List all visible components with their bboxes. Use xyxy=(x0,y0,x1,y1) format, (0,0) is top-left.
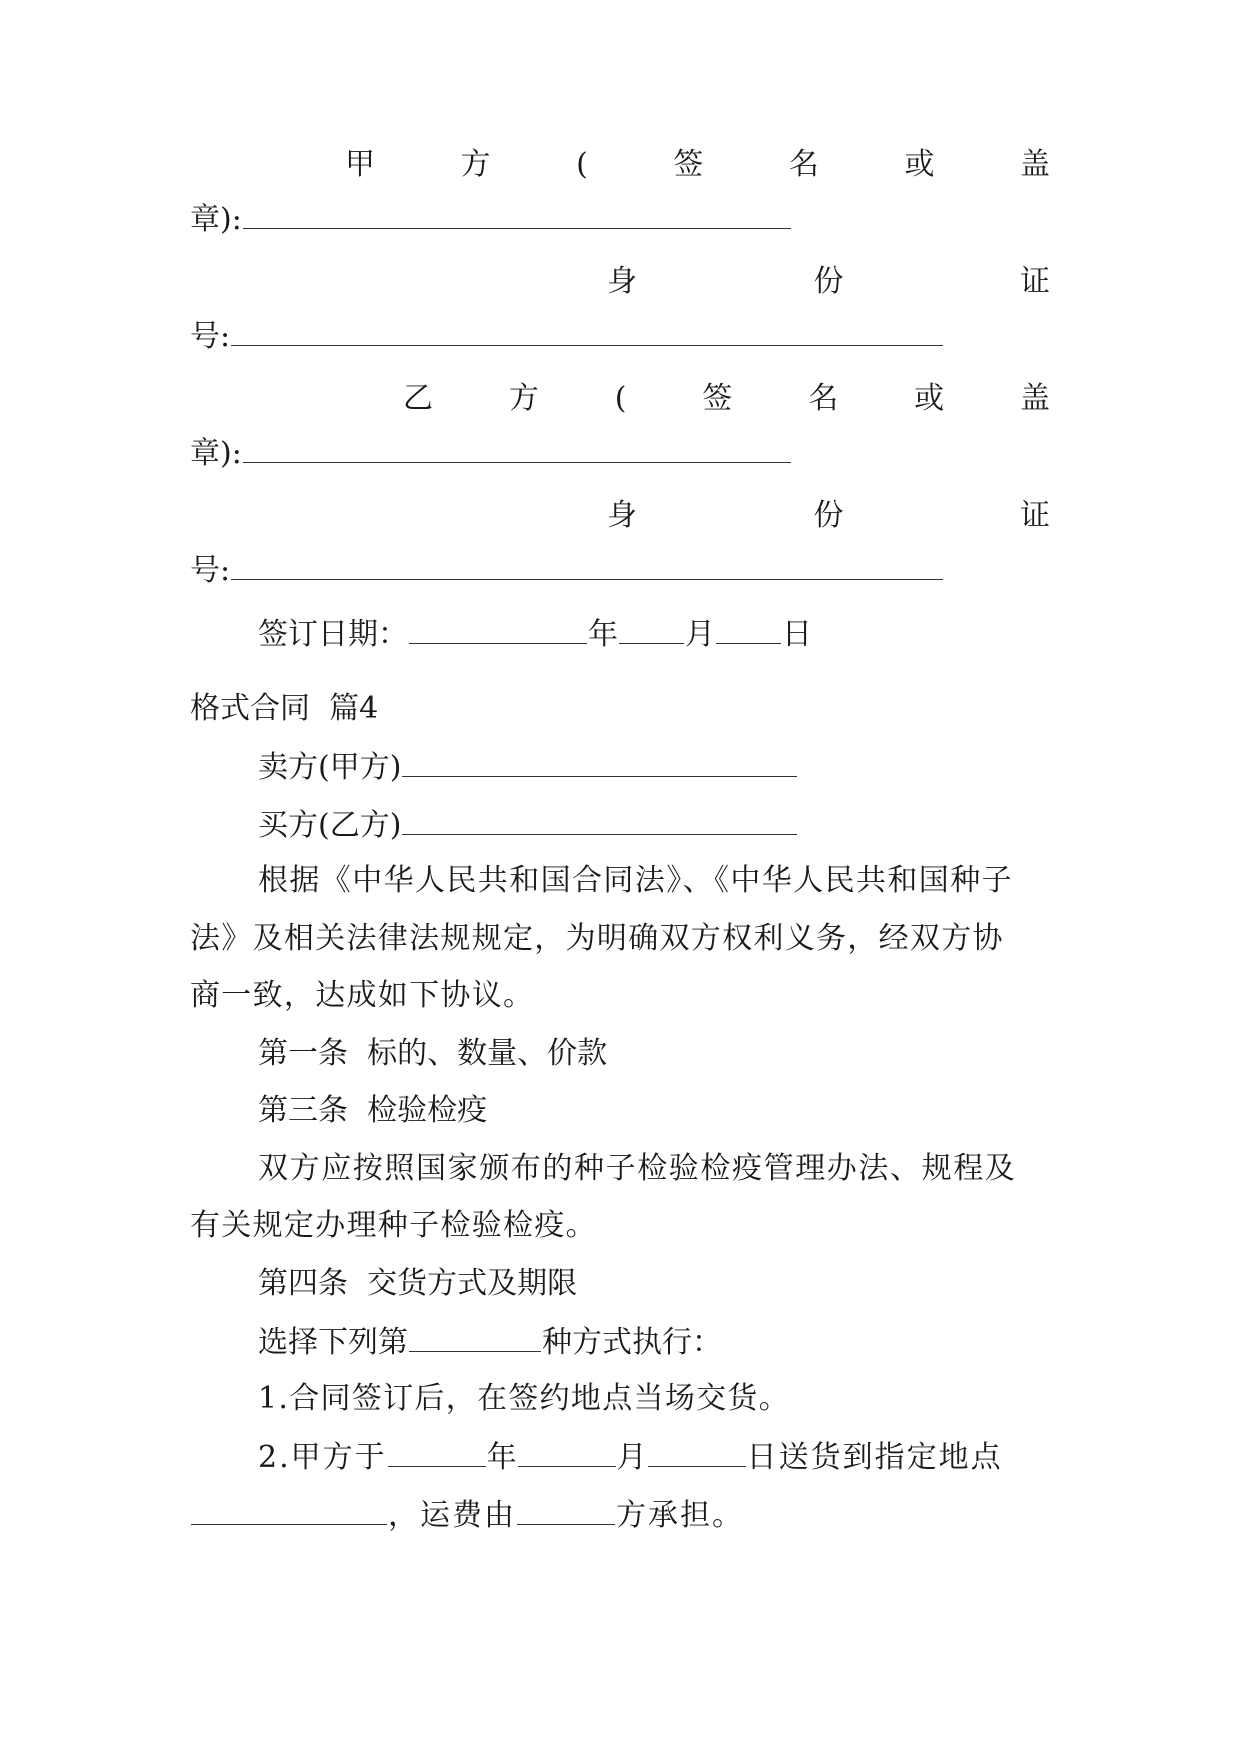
month-label: 月 xyxy=(685,617,715,652)
preamble-line-3: 商一致，达成如下协议。 xyxy=(190,978,535,1013)
article-4-title: 第四条 交货方式及期限 xyxy=(258,1266,578,1301)
party-a-id-label: 号: xyxy=(190,319,231,354)
party-a-char: ( xyxy=(576,147,588,182)
id-char: 证 xyxy=(1020,498,1050,533)
buyer-label: 买方(乙方) xyxy=(258,808,402,843)
choose-after: 种方式执行： xyxy=(542,1325,722,1360)
option-2-freight: ，运费由 xyxy=(388,1498,516,1533)
option-2-day-place: 日送货到指定地点 xyxy=(746,1440,1003,1475)
sign-month-blank[interactable] xyxy=(619,613,684,644)
article-3-body-1: 双方应按照国家颁布的种子检验检疫管理办法、规程及 xyxy=(258,1151,1017,1186)
id-char: 份 xyxy=(813,498,844,533)
article-3-body-2: 有关规定办理种子检验检疫。 xyxy=(190,1208,597,1243)
buyer-line xyxy=(258,804,1050,844)
party-a-sign-field xyxy=(190,198,1050,238)
preamble-line-2: 法》及相关法律法规规定，为明确双方权利义务，经双方协 xyxy=(190,921,1004,956)
article-3-title: 第三条 检验检疫 xyxy=(258,1093,488,1128)
party-a-char: 盖 xyxy=(1020,147,1050,182)
article-1-title: 第一条 标的、数量、价款 xyxy=(258,1036,608,1071)
party-b-char: ( xyxy=(614,381,627,416)
party-b-char: 或 xyxy=(914,381,945,416)
option-2-bearer-blank[interactable] xyxy=(517,1494,615,1525)
option-2-prefix: 2.甲方于 xyxy=(258,1440,387,1475)
option-2-day-blank[interactable] xyxy=(648,1436,746,1467)
party-b-char: 签 xyxy=(702,381,733,416)
section-heading: 格式合同 篇4 xyxy=(190,691,379,726)
option-2-line-1 xyxy=(258,1436,1050,1476)
sign-year-blank[interactable] xyxy=(409,613,587,644)
preamble-line-1 xyxy=(258,861,1050,901)
id-char: 证 xyxy=(1020,264,1050,299)
party-a-char: 签 xyxy=(673,147,704,182)
seller-label: 卖方(甲方) xyxy=(258,750,402,785)
choose-line xyxy=(258,1321,1050,1361)
party-a-char: 名 xyxy=(788,147,819,182)
party-a-char: 甲 xyxy=(345,147,375,182)
party-b-char: 方 xyxy=(508,381,539,416)
party-a-id-blank[interactable] xyxy=(231,315,943,346)
choose-blank[interactable] xyxy=(409,1321,541,1352)
party-a-id-field xyxy=(190,315,1050,355)
party-a-sign-label: 章): xyxy=(190,202,242,237)
option-2-bear: 方承担。 xyxy=(616,1498,744,1533)
id-char: 身 xyxy=(607,264,637,299)
party-b-sign-blank[interactable] xyxy=(243,432,791,463)
preamble-text: 根据《中华人民共和国合同法》、《中华人民共和国种子 xyxy=(258,863,1013,898)
seller-blank[interactable] xyxy=(402,746,797,777)
option-2-place-blank[interactable] xyxy=(191,1494,387,1525)
party-b-sign-line xyxy=(403,379,1050,419)
choose-before: 选择下列第 xyxy=(258,1325,408,1360)
party-b-id-label: 号: xyxy=(190,553,231,588)
party-a-sign-line xyxy=(345,145,1050,185)
sign-date-label: 签订日期： xyxy=(258,617,408,652)
option-2-month-blank[interactable] xyxy=(518,1436,616,1467)
party-b-id-line xyxy=(607,496,1050,536)
id-char: 份 xyxy=(813,264,844,299)
party-b-sign-field xyxy=(190,432,1050,472)
option-2-line-2 xyxy=(190,1494,1050,1534)
sign-day-blank[interactable] xyxy=(716,613,781,644)
party-b-char: 乙 xyxy=(403,381,433,416)
party-b-char: 名 xyxy=(808,381,839,416)
option-1: 1.合同签订后，在签约地点当场交货。 xyxy=(258,1381,791,1416)
id-char: 身 xyxy=(607,498,637,533)
year-label: 年 xyxy=(588,617,618,652)
buyer-blank[interactable] xyxy=(402,804,797,835)
party-b-id-field xyxy=(190,549,1050,589)
party-a-sign-blank[interactable] xyxy=(243,198,791,229)
option-2-year-blank[interactable] xyxy=(388,1436,486,1467)
party-b-sign-label: 章): xyxy=(190,436,242,471)
day-label: 日 xyxy=(782,617,812,652)
option-2-month: 月 xyxy=(616,1440,647,1475)
seller-line xyxy=(258,746,1050,786)
party-a-char: 方 xyxy=(460,147,491,182)
sign-date-line xyxy=(258,613,1050,653)
party-a-id-line xyxy=(607,262,1050,302)
party-a-char: 或 xyxy=(904,147,935,182)
option-2-year: 年 xyxy=(486,1440,517,1475)
party-b-char: 盖 xyxy=(1019,381,1050,416)
party-b-id-blank[interactable] xyxy=(231,549,943,580)
